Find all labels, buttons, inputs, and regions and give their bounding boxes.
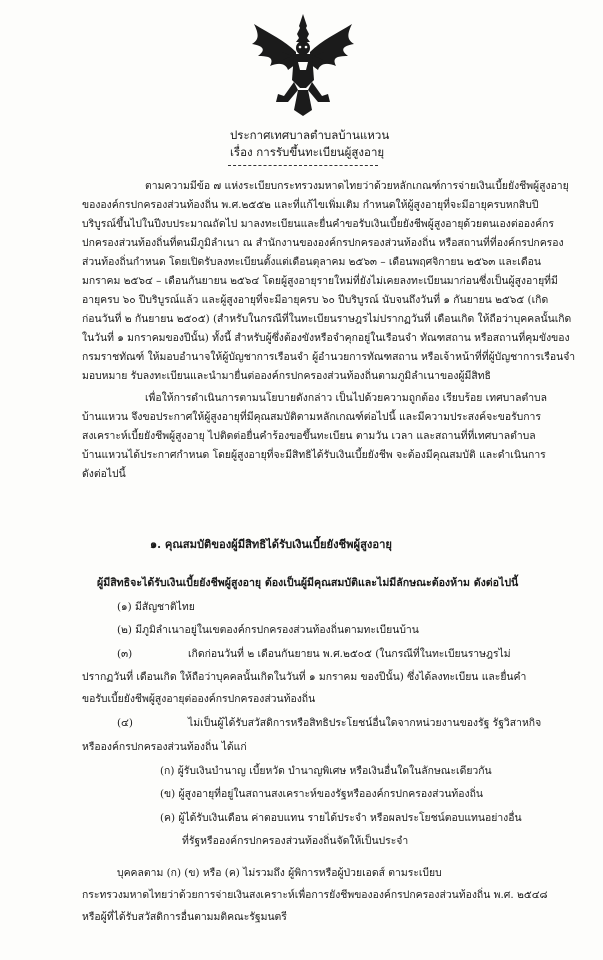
criteria-item-line: เกิดก่อนวันที่ ๒ เดือนกันยายน พ.ศ.๒๕๐๕ (ในกรณีที่ในทะเบียนราษฎรไม่ <box>188 648 511 660</box>
criteria-item-line: ไม่เป็นผู้ได้รับสวัสดิการหรือสิทธิประโยชน์อื่นใดจากหน่วยงานของรัฐ รัฐวิสาหกิจ <box>188 717 542 729</box>
paragraph2-line: เพื่อให้การดำเนินการตามนโยบายดังกล่าว เป็นไปด้วยความถูกต้อง เรียบร้อย เทศบาลตำบล <box>145 392 548 404</box>
criteria-item-number: (๓) <box>117 648 133 660</box>
sub-criteria-item: (ก) ผู้รับเงินบำนาญ เบี้ยหวัด บำนาญพิเศษ หรือเงินอื่นใดในลักษณะเดียวกัน <box>160 765 492 777</box>
paragraph1-line: อายุครบ ๖๐ ปีบริบูรณ์แล้ว และผู้สูงอายุที่จะมีอายุครบ ๖๐ ปีบริบูรณ์ นับจนถึงวันที่ ๑ กันยายน ๒๕๖๕ (เกิด <box>82 294 549 306</box>
section1-heading: ๑. คุณสมบัติของผู้มีสิทธิได้รับเงินเบี้ยยังชีพผู้สูงอายุ <box>150 537 392 551</box>
paragraph1-line: กรมราชทัณฑ์ ให้มอบอำนาจให้ผู้บัญชาการเรือนจำ ผู้อำนวยการทัณฑสถาน หรือเจ้าหน้าที่ที่ผู้บัญชาการเรือนจำ <box>82 351 576 363</box>
paragraph1-line: มกราคม ๒๕๖๔ – เดือนกันยายน ๒๕๖๔ โดยผู้สูงอายุรายใหม่ที่ยังไม่เคยลงทะเบียนมาก่อนซึ่งเป็นผู้สูงอายุที่มี <box>82 275 558 287</box>
closing-line: กระทรวงมหาดไทยว่าด้วยการจ่ายเงินสงเคราะห์เพื่อการยังชีพขององค์กรปกครองส่วนท้องถิ่น พ.ศ. ๒๕๔๘ <box>82 889 548 901</box>
sub-criteria-item: ที่รัฐหรือองค์กรปกครองส่วนท้องถิ่นจัดให้เป็นประจำ <box>182 835 409 847</box>
paragraph1-line: ส่วนท้องถิ่นกำหนด โดยเปิดรับลงทะเบียนตั้งแต่เดือนตุลาคม ๒๕๖๓ – เดือนพฤศจิกายน ๒๕๖๓ และเดือน <box>82 256 541 268</box>
criteria-item: (๑) มีสัญชาติไทย <box>117 601 195 613</box>
paragraph1-line: มอบหมาย รับลงทะเบียนและนำมายื่นต่อองค์กรปกครองส่วนท้องถิ่นตามภูมิลำเนาของผู้มีสิทธิ <box>82 370 491 382</box>
sub-criteria-item: (ค) ผู้ได้รับเงินเดือน ค่าตอบแทน รายได้ประจำ หรือผลประโยชน์ตอบแทนอย่างอื่น <box>160 812 522 824</box>
closing-line: บุคคลตาม (ก) (ข) หรือ (ค) ไม่รวมถึง ผู้พิการหรือผู้ป่วยเอดส์ ตามระเบียบ <box>117 867 442 879</box>
paragraph1-line: ขององค์กรปกครองส่วนท้องถิ่น พ.ศ.๒๕๕๒ และที่แก้ไขเพิ่มเติม กำหนดให้ผู้สูงอายุที่จะมีอายุครบหกสิบปี <box>82 199 539 211</box>
criteria-item-line: ขอรับเบี้ยยังชีพผู้สูงอายุต่อองค์กรปกครองส่วนท้องถิ่น <box>82 693 316 705</box>
announcement-subject: เรื่อง การรับขึ้นทะเบียนผู้สูงอายุ <box>230 145 385 159</box>
announcement-title: ประกาศเทศบาลตำบลบ้านแหวน <box>230 128 390 142</box>
garuda-emblem-icon <box>248 10 358 118</box>
paragraph2-line: สงเคราะห์เบี้ยยังชีพผู้สูงอายุ ไปติดต่อยื่นคำร้องขอขึ้นทะเบียน ตามวัน เวลา และสถานที่ที่เทศบาลตำบล <box>82 430 536 442</box>
paragraph1-line: ก่อนวันที่ ๒ กันยายน ๒๕๐๕) (สำหรับในกรณีที่ในทะเบียนราษฎรไม่ปรากฏวันที่ เดือนเกิด ให้ถือว่าบุคคลนั้นเกิด <box>82 313 572 325</box>
criteria-item-line: ปรากฏวันที่ เดือนเกิด ให้ถือว่าบุคคลนั้นเกิดในวันที่ ๑ มกราคม ของปีนั้น) ซึ่งได้ลงทะเบียน และยื่นคำ <box>82 671 527 683</box>
paragraph2-line: บ้านแหวน จึงขอประกาศให้ผู้สูงอายุที่มีคุณสมบัติตามหลักเกณฑ์ต่อไปนี้ และมีความประสงค์จะขอรับการ <box>82 411 541 423</box>
criteria-item: (๒) มีภูมิลำเนาอยู่ในเขตองค์กรปกครองส่วนท้องถิ่นตามทะเบียนบ้าน <box>117 624 419 636</box>
closing-line: หรือผู้ที่ได้รับสวัสดิการอื่นตามมติคณะรัฐมนตรี <box>82 911 287 923</box>
header-divider <box>228 165 378 166</box>
criteria-item-line: หรือองค์กรปกครองส่วนท้องถิ่น ได้แก่ <box>82 741 247 753</box>
paragraph2-line: ดังต่อไปนี้ <box>82 468 126 480</box>
criteria-item-number: (๔) <box>117 717 133 729</box>
paragraph1-line: ในวันที่ ๑ มกราคมของปีนั้น) ทั้งนี้ สำหรับผู้ซึ่งต้องขังหรือจำคุกอยู่ในเรือนจำ ทัณฑสถาน หรือสถานที่คุมขังของ <box>82 332 570 344</box>
section1-subheading: ผู้มีสิทธิจะได้รับเงินเบี้ยยังชีพผู้สูงอายุ ต้องเป็นผู้มีคุณสมบัติและไม่มีลักษณะต้องห้าม ดังต่อไปนี้ <box>97 577 519 589</box>
paragraph1-line: บริบูรณ์ขึ้นไปในปีงบประมาณถัดไป มาลงทะเบียนและยื่นคำขอรับเงินเบี้ยยังชีพผู้สูงอายุด้วยตนเองต่อองค์กร <box>82 218 554 230</box>
paragraph2-line: บ้านแหวนได้ประกาศกำหนด โดยผู้สูงอายุที่จะมีสิทธิได้รับเงินเบี้ยยังชีพ จะต้องมีคุณสมบัติ และดำเนินการ <box>82 449 546 461</box>
sub-criteria-item: (ข) ผู้สูงอายุที่อยู่ในสถานสงเคราะห์ของรัฐหรือองค์กรปกครองส่วนท้องถิ่น <box>160 788 483 800</box>
paragraph1-line: ปกครองส่วนท้องถิ่นที่ตนมีภูมิลำเนา ณ สำนักงานขององค์กรปกครองส่วนท้องถิ่น หรือสถานที่ที่องค์กรปกครอง <box>82 237 564 249</box>
paragraph1-line: ตามความมีข้อ ๗ แห่งระเบียบกระทรวงมหาดไทยว่าด้วยหลักเกณฑ์การจ่ายเงินเบี้ยยังชีพผู้สูงอายุ <box>145 180 569 192</box>
